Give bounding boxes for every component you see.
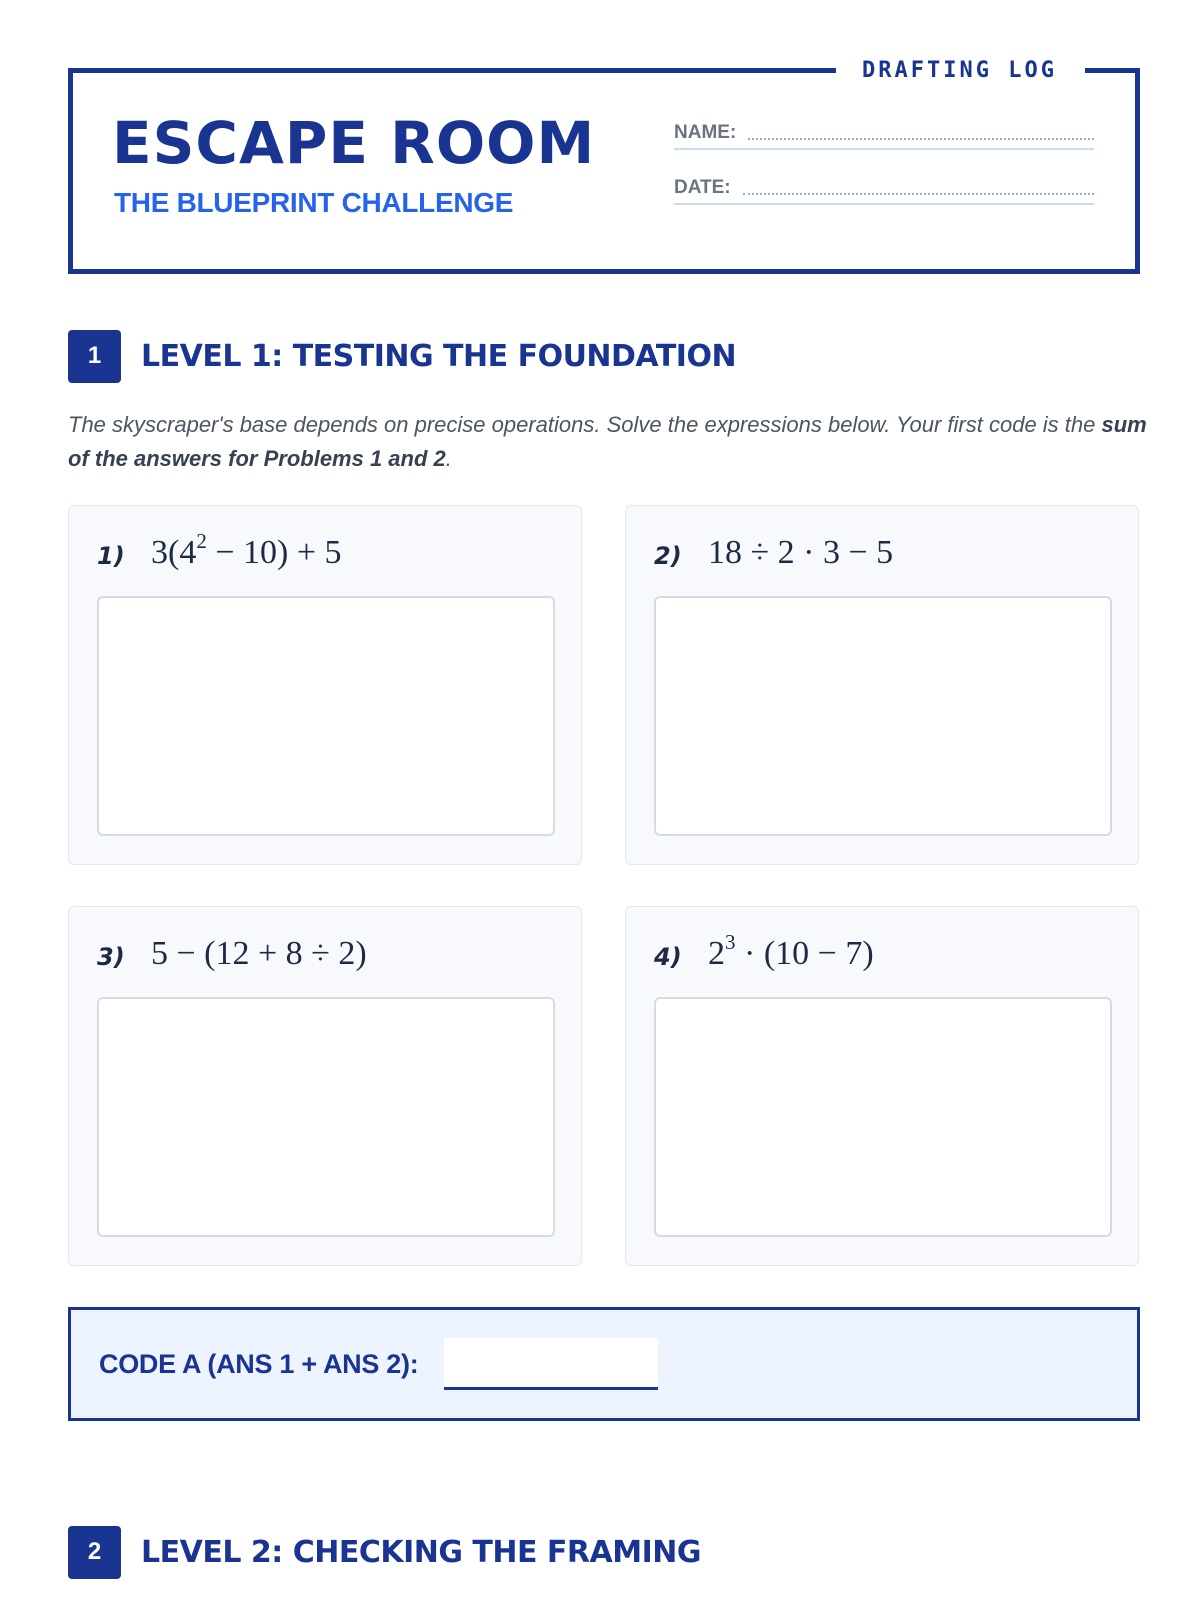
work-area[interactable] [654,997,1112,1237]
level-1-heading [68,329,736,383]
level-1-title: LEVEL 1: TESTING THE FOUNDATION [141,338,737,374]
level-2-title: LEVEL 2: CHECKING THE FRAMING [141,1534,701,1570]
work-area[interactable] [654,596,1112,836]
worksheet-subtitle: THE BLUEPRINT CHALLENGE [114,187,514,218]
work-area[interactable] [97,997,555,1237]
problem-expression: 5 − (12 + 8 ÷ 2) [151,935,367,972]
date-label: DATE: [674,177,731,198]
date-line[interactable] [743,193,1094,195]
code-a-box [68,1307,1140,1421]
problem-card-3 [68,906,582,1266]
name-line[interactable] [748,138,1094,140]
date-field[interactable] [674,175,1094,205]
problem-card-4 [625,906,1139,1266]
problem-card-1 [68,505,582,865]
worksheet-title: ESCAPE ROOM [112,109,596,177]
level-1-instructions: The skyscraper's base depends on precise operations. Solve the expressions below. Your first code is the sum of the answers for Problems 1 and 2. [68,412,1147,471]
problem-expression: $2^3 \cdot (10 - 7)$ [708,930,874,972]
instructions-emphasis: sum of the answers for Problems 1 and 2 [68,412,1147,471]
problem-number: 3) [97,943,125,971]
problem-card-2 [625,505,1139,865]
code-a-input[interactable] [444,1338,658,1390]
level-2-heading [68,1525,701,1579]
problem-expression: 18 ÷ 2 · 3 − 5 [708,534,894,571]
code-a-label: CODE A (ANS 1 + ANS 2): [99,1348,419,1379]
name-label: NAME: [674,122,737,143]
level-1-badge: 1 [68,330,121,383]
problem-expression: $3(4^2 - 10) + 5$ [151,529,342,571]
drafting-log-tag: DRAFTING LOG [836,56,1085,86]
problem-number: 1) [97,542,125,570]
work-area[interactable] [97,596,555,836]
level-2-badge: 2 [68,1526,121,1579]
problem-number: 2) [654,542,682,570]
problem-number: 4) [654,943,682,971]
name-field[interactable] [674,120,1094,150]
